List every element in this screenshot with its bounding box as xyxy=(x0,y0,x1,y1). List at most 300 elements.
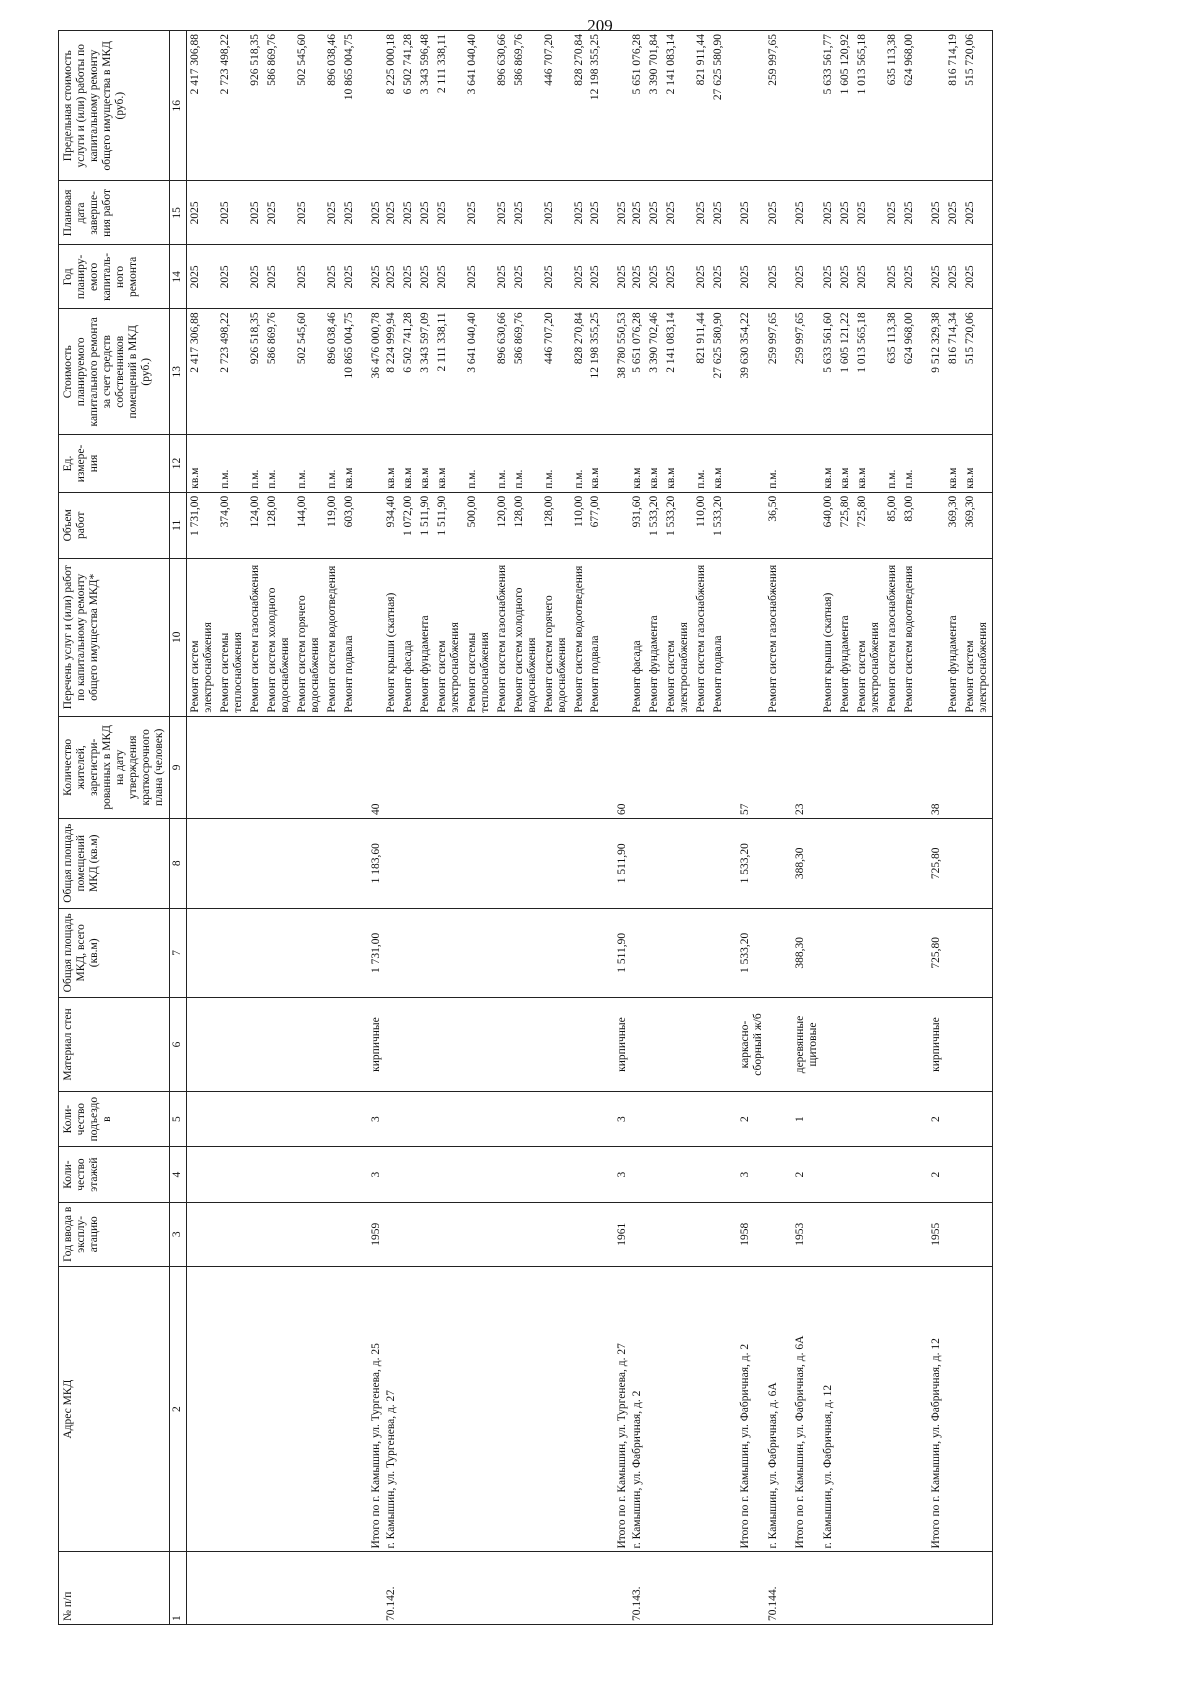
year-built-cell xyxy=(945,1202,962,1266)
wall-material-cell xyxy=(186,998,216,1092)
end-date-cell: 2025 xyxy=(511,181,541,245)
repair-year-cell: 2025 xyxy=(511,245,541,309)
year-built-cell xyxy=(294,1202,324,1266)
repair-year-cell: 2025 xyxy=(247,245,264,309)
col-number: 1 xyxy=(169,1552,186,1625)
table-row xyxy=(822,31,837,1625)
end-date-cell: 2025 xyxy=(604,181,631,245)
entrances-cell xyxy=(417,1091,434,1146)
residents-cell xyxy=(822,716,837,818)
residents-cell xyxy=(962,716,992,818)
wall-material-cell xyxy=(247,998,264,1092)
cost-cell: 259 997,65 xyxy=(767,309,782,435)
year-built-cell xyxy=(767,1202,782,1266)
total-area-cell: 1 731,00 xyxy=(358,908,385,998)
header-cost: Стоимость планируемого капитального ремонта за счет средств собственников помещений в МКД (руб.) xyxy=(59,309,170,435)
cost-cell: 2 141 083,14 xyxy=(663,309,693,435)
repair-year-cell: 2025 xyxy=(341,245,358,309)
col-number: 13 xyxy=(169,309,186,435)
unit-cell: кв.м xyxy=(854,435,884,493)
repair-year-cell: 2025 xyxy=(604,245,631,309)
cost-cell: 926 518,35 xyxy=(247,309,264,435)
rooms-area-cell xyxy=(631,818,646,908)
address-cell xyxy=(837,1266,854,1552)
unit-cell: п.м. xyxy=(541,435,571,493)
unit-cell: кв.м xyxy=(385,435,400,493)
rooms-area-cell xyxy=(962,818,992,908)
wall-material-cell xyxy=(217,998,247,1092)
unit-cell: п.м. xyxy=(217,435,247,493)
row-number-cell xyxy=(822,1552,837,1625)
rooms-area-cell xyxy=(186,818,216,908)
year-built-cell xyxy=(646,1202,663,1266)
residents-cell xyxy=(884,716,901,818)
unit-cell: кв.м xyxy=(710,435,727,493)
year-built-cell xyxy=(400,1202,417,1266)
repair-year-cell: 2025 xyxy=(294,245,324,309)
year-built-cell xyxy=(837,1202,854,1266)
cost-cell: 9 512 329,38 xyxy=(918,309,945,435)
table-row xyxy=(385,31,400,1625)
entrances-cell xyxy=(264,1091,294,1146)
address-cell xyxy=(710,1266,727,1552)
row-number-cell xyxy=(663,1552,693,1625)
header-year-built: Год ввода в эксплу-атацию xyxy=(59,1202,170,1266)
year-built-cell: 1958 xyxy=(727,1202,767,1266)
work-item-cell: Ремонт систем электроснабжения xyxy=(663,558,693,716)
end-date-cell: 2025 xyxy=(494,181,511,245)
residents-cell xyxy=(631,716,646,818)
unit-cell: кв.м xyxy=(341,435,358,493)
unit-cell: п.м. xyxy=(693,435,710,493)
floors-cell xyxy=(693,1147,710,1202)
cost-cell: 6 502 741,28 xyxy=(400,309,417,435)
end-date-cell: 2025 xyxy=(822,181,837,245)
work-item-cell: Ремонт фасада xyxy=(400,558,417,716)
residents-cell xyxy=(541,716,571,818)
entrances-cell xyxy=(247,1091,264,1146)
row-number-cell xyxy=(604,1552,631,1625)
end-date-cell: 2025 xyxy=(646,181,663,245)
col-number: 14 xyxy=(169,245,186,309)
row-number-cell xyxy=(884,1552,901,1625)
repair-year-cell: 2025 xyxy=(837,245,854,309)
col-number: 12 xyxy=(169,435,186,493)
address-cell xyxy=(945,1266,962,1552)
year-built-cell xyxy=(511,1202,541,1266)
volume-cell: 83,00 xyxy=(901,492,918,558)
table-row xyxy=(400,31,417,1625)
residents-cell xyxy=(417,716,434,818)
unit-cell xyxy=(918,435,945,493)
rooms-area-cell xyxy=(646,818,663,908)
repair-year-cell: 2025 xyxy=(854,245,884,309)
entrances-cell: 2 xyxy=(918,1091,945,1146)
volume-cell: 85,00 xyxy=(884,492,901,558)
repair-year-cell: 2025 xyxy=(663,245,693,309)
row-number-cell xyxy=(324,1552,341,1625)
address-cell xyxy=(587,1266,604,1552)
repair-year-cell: 2025 xyxy=(710,245,727,309)
unit-cell: кв.м xyxy=(837,435,854,493)
residents-cell xyxy=(341,716,358,818)
total-area-cell xyxy=(511,908,541,998)
page-number: 209 xyxy=(587,16,613,35)
row-number-cell xyxy=(587,1552,604,1625)
rooms-area-cell xyxy=(854,818,884,908)
col-number: 6 xyxy=(169,998,186,1092)
address-cell: Итого по г. Камышин, ул. Тургенева, д. 27 xyxy=(604,1266,631,1552)
cost-cell: 3 641 040,40 xyxy=(464,309,494,435)
year-built-cell: 1961 xyxy=(604,1202,631,1266)
cost-cell: 1 013 565,18 xyxy=(854,309,884,435)
residents-cell xyxy=(854,716,884,818)
address-cell: г. Камышин, ул. Тургенева, д. 27 xyxy=(385,1266,400,1552)
wall-material-cell xyxy=(901,998,918,1092)
cost-cell: 38 780 550,53 xyxy=(604,309,631,435)
floors-cell xyxy=(247,1147,264,1202)
header-total-area: Общая площадь МКД, всего (кв.м) xyxy=(59,908,170,998)
entrances-cell xyxy=(884,1091,901,1146)
entrances-cell xyxy=(962,1091,992,1146)
repair-year-cell: 2025 xyxy=(884,245,901,309)
entrances-cell xyxy=(217,1091,247,1146)
volume-cell: 1 511,90 xyxy=(434,492,464,558)
row-number-cell xyxy=(511,1552,541,1625)
year-built-cell: 1955 xyxy=(918,1202,945,1266)
floors-cell xyxy=(494,1147,511,1202)
year-built-cell xyxy=(854,1202,884,1266)
work-item-cell: Ремонт систем холодного водоснабжения xyxy=(264,558,294,716)
address-cell xyxy=(646,1266,663,1552)
year-built-cell xyxy=(434,1202,464,1266)
volume-cell: 500,00 xyxy=(464,492,494,558)
cost-cell: 5 633 561,60 xyxy=(822,309,837,435)
column-number-row xyxy=(169,31,186,1625)
limit-cost-cell: 502 545,60 xyxy=(294,31,324,181)
table-row xyxy=(464,31,494,1625)
work-item-cell: Ремонт крыши (скатная) xyxy=(822,558,837,716)
entrances-cell xyxy=(186,1091,216,1146)
limit-cost-cell: 3 390 701,84 xyxy=(646,31,663,181)
limit-cost-cell: 896 630,66 xyxy=(494,31,511,181)
repair-year-cell: 2025 xyxy=(434,245,464,309)
entrances-cell xyxy=(901,1091,918,1146)
entrances-cell: 3 xyxy=(358,1091,385,1146)
address-cell: г. Камышин, ул. Фабричная, д. 6А xyxy=(767,1266,782,1552)
rooms-area-cell xyxy=(837,818,854,908)
table-row xyxy=(663,31,693,1625)
row-number-cell xyxy=(918,1552,945,1625)
row-number-cell xyxy=(571,1552,588,1625)
cost-cell: 816 714,34 xyxy=(945,309,962,435)
wall-material-cell xyxy=(511,998,541,1092)
entrances-cell xyxy=(646,1091,663,1146)
work-item-cell: Ремонт подвала xyxy=(587,558,604,716)
row-number-cell xyxy=(962,1552,992,1625)
work-item-cell: Ремонт систем холодного водоснабжения xyxy=(511,558,541,716)
wall-material-cell: кирпичные xyxy=(358,998,385,1092)
total-area-cell xyxy=(341,908,358,998)
end-date-cell: 2025 xyxy=(186,181,216,245)
total-area-cell xyxy=(434,908,464,998)
end-date-cell: 2025 xyxy=(247,181,264,245)
residents-cell: 23 xyxy=(782,716,822,818)
address-cell xyxy=(854,1266,884,1552)
end-date-cell: 2025 xyxy=(417,181,434,245)
table-row xyxy=(511,31,541,1625)
address-cell xyxy=(571,1266,588,1552)
entrances-cell xyxy=(434,1091,464,1146)
unit-cell: п.м. xyxy=(264,435,294,493)
table-row xyxy=(962,31,992,1625)
limit-cost-cell: 27 625 580,90 xyxy=(710,31,727,181)
address-cell xyxy=(294,1266,324,1552)
address-cell: г. Камышин, ул. Фабричная, д. 12 xyxy=(822,1266,837,1552)
residents-cell xyxy=(494,716,511,818)
wall-material-cell xyxy=(945,998,962,1092)
cost-cell: 3 390 702,46 xyxy=(646,309,663,435)
total-area-cell xyxy=(837,908,854,998)
wall-material-cell xyxy=(385,998,400,1092)
cost-cell: 515 720,06 xyxy=(962,309,992,435)
cost-cell: 2 111 338,11 xyxy=(434,309,464,435)
header-works-list: Перечень услуг и (или) работ по капитальному ремонту общего имущества МКД* xyxy=(59,558,170,716)
address-cell xyxy=(464,1266,494,1552)
repair-year-cell: 2025 xyxy=(358,245,385,309)
end-date-cell: 2025 xyxy=(945,181,962,245)
total-area-cell xyxy=(417,908,434,998)
floors-cell xyxy=(571,1147,588,1202)
limit-cost-cell: 586 869,76 xyxy=(511,31,541,181)
unit-cell xyxy=(358,435,385,493)
end-date-cell: 2025 xyxy=(341,181,358,245)
end-date-cell: 2025 xyxy=(294,181,324,245)
row-number-cell xyxy=(541,1552,571,1625)
row-number-cell xyxy=(945,1552,962,1625)
volume-cell: 677,00 xyxy=(587,492,604,558)
work-item-cell: Ремонт фундамента xyxy=(417,558,434,716)
row-number-cell xyxy=(901,1552,918,1625)
row-number-cell xyxy=(417,1552,434,1625)
unit-cell: кв.м xyxy=(587,435,604,493)
unit-cell: кв.м xyxy=(962,435,992,493)
unit-cell: п.м. xyxy=(511,435,541,493)
rooms-area-cell xyxy=(494,818,511,908)
residents-cell: 38 xyxy=(918,716,945,818)
wall-material-cell xyxy=(464,998,494,1092)
floors-cell: 3 xyxy=(358,1147,385,1202)
volume-cell xyxy=(604,492,631,558)
volume-cell: 120,00 xyxy=(494,492,511,558)
rooms-area-cell xyxy=(400,818,417,908)
row-number-cell xyxy=(294,1552,324,1625)
wall-material-cell xyxy=(587,998,604,1092)
work-item-cell: Ремонт фундамента xyxy=(837,558,854,716)
unit-cell: п.м. xyxy=(884,435,901,493)
col-number: 4 xyxy=(169,1147,186,1202)
floors-cell xyxy=(434,1147,464,1202)
floors-cell xyxy=(511,1147,541,1202)
wall-material-cell xyxy=(837,998,854,1092)
limit-cost-cell: 5 651 076,28 xyxy=(631,31,646,181)
cost-cell: 3 343 597,09 xyxy=(417,309,434,435)
rooms-area-cell: 725,80 xyxy=(918,818,945,908)
limit-cost-cell: 821 911,44 xyxy=(693,31,710,181)
floors-cell xyxy=(400,1147,417,1202)
wall-material-cell xyxy=(324,998,341,1092)
limit-cost-cell: 624 968,00 xyxy=(901,31,918,181)
row-number-cell xyxy=(400,1552,417,1625)
address-cell: Итого по г. Камышин, ул. Фабричная, д. 2 xyxy=(727,1266,767,1552)
unit-cell: п.м. xyxy=(494,435,511,493)
rooms-area-cell xyxy=(511,818,541,908)
total-area-cell xyxy=(294,908,324,998)
header-rooms-area: Общая площадь помещений МКД (кв.м) xyxy=(59,818,170,908)
wall-material-cell xyxy=(434,998,464,1092)
rooms-area-cell xyxy=(710,818,727,908)
wall-material-cell: каркасно-сборный ж/б xyxy=(727,998,767,1092)
repair-year-cell: 2025 xyxy=(385,245,400,309)
repair-year-cell: 2025 xyxy=(400,245,417,309)
residents-cell xyxy=(385,716,400,818)
table-row xyxy=(854,31,884,1625)
rooms-area-cell xyxy=(945,818,962,908)
address-cell xyxy=(417,1266,434,1552)
volume-cell: 128,00 xyxy=(264,492,294,558)
floors-cell xyxy=(341,1147,358,1202)
floors-cell xyxy=(464,1147,494,1202)
table-row xyxy=(247,31,264,1625)
total-area-cell xyxy=(901,908,918,998)
volume-cell: 603,00 xyxy=(341,492,358,558)
unit-cell: п.м. xyxy=(247,435,264,493)
total-area-cell xyxy=(646,908,663,998)
rooms-area-cell: 1 183,60 xyxy=(358,818,385,908)
work-item-cell: Ремонт систем водоотведения xyxy=(901,558,918,716)
header-row xyxy=(59,31,170,1625)
limit-cost-cell: 12 198 355,25 xyxy=(587,31,604,181)
work-item-cell: Ремонт систем электроснабжения xyxy=(434,558,464,716)
entrances-cell xyxy=(341,1091,358,1146)
floors-cell xyxy=(884,1147,901,1202)
repair-year-cell: 2025 xyxy=(693,245,710,309)
row-number-cell xyxy=(186,1552,216,1625)
rooms-area-cell xyxy=(217,818,247,908)
volume-cell: 110,00 xyxy=(693,492,710,558)
cost-cell: 586 869,76 xyxy=(264,309,294,435)
address-cell xyxy=(186,1266,216,1552)
table-row xyxy=(571,31,588,1625)
cost-cell: 36 476 000,78 xyxy=(358,309,385,435)
col-number: 15 xyxy=(169,181,186,245)
cost-cell: 10 865 004,75 xyxy=(341,309,358,435)
header-floors: Коли-чество этажей xyxy=(59,1147,170,1202)
floors-cell xyxy=(417,1147,434,1202)
repair-year-cell: 2025 xyxy=(217,245,247,309)
rotated-table-container xyxy=(58,30,1141,1625)
row-number-cell xyxy=(264,1552,294,1625)
residents-cell xyxy=(324,716,341,818)
end-date-cell: 2025 xyxy=(587,181,604,245)
rooms-area-cell xyxy=(693,818,710,908)
entrances-cell xyxy=(854,1091,884,1146)
rooms-area-cell xyxy=(541,818,571,908)
limit-cost-cell: 1 605 120,92 xyxy=(837,31,854,181)
unit-cell: кв.м xyxy=(945,435,962,493)
address-cell xyxy=(541,1266,571,1552)
floors-cell xyxy=(822,1147,837,1202)
total-area-cell xyxy=(767,908,782,998)
total-area-cell: 1 533,20 xyxy=(727,908,767,998)
rooms-area-cell: 1 511,90 xyxy=(604,818,631,908)
address-cell xyxy=(511,1266,541,1552)
table-row xyxy=(417,31,434,1625)
row-number-cell xyxy=(358,1552,385,1625)
row-number-cell xyxy=(727,1552,767,1625)
limit-cost-cell: 896 038,46 xyxy=(324,31,341,181)
cost-cell: 2 417 306,88 xyxy=(186,309,216,435)
row-number-cell xyxy=(464,1552,494,1625)
residents-cell xyxy=(837,716,854,818)
limit-cost-cell xyxy=(727,31,767,181)
floors-cell xyxy=(837,1147,854,1202)
repair-year-cell: 2025 xyxy=(767,245,782,309)
end-date-cell: 2025 xyxy=(901,181,918,245)
limit-cost-cell: 515 720,06 xyxy=(962,31,992,181)
unit-cell: кв.м xyxy=(434,435,464,493)
col-number: 5 xyxy=(169,1091,186,1146)
end-date-cell: 2025 xyxy=(541,181,571,245)
unit-cell xyxy=(782,435,822,493)
year-built-cell xyxy=(587,1202,604,1266)
address-cell xyxy=(247,1266,264,1552)
header-entrances: Коли-чество подъездо в xyxy=(59,1091,170,1146)
entrances-cell xyxy=(294,1091,324,1146)
cost-cell: 1 605 121,22 xyxy=(837,309,854,435)
limit-cost-cell: 446 707,20 xyxy=(541,31,571,181)
end-date-cell: 2025 xyxy=(854,181,884,245)
repair-year-cell: 2025 xyxy=(727,245,767,309)
unit-cell: п.м. xyxy=(571,435,588,493)
floors-cell xyxy=(294,1147,324,1202)
address-cell xyxy=(264,1266,294,1552)
repair-year-cell: 2025 xyxy=(264,245,294,309)
total-area-cell xyxy=(962,908,992,998)
wall-material-cell xyxy=(571,998,588,1092)
row-number-cell: 70.143. xyxy=(631,1552,646,1625)
floors-cell xyxy=(324,1147,341,1202)
year-built-cell xyxy=(247,1202,264,1266)
volume-cell: 36,50 xyxy=(767,492,782,558)
entrances-cell xyxy=(541,1091,571,1146)
year-built-cell xyxy=(217,1202,247,1266)
table-row xyxy=(901,31,918,1625)
cost-cell: 635 113,38 xyxy=(884,309,901,435)
end-date-cell: 2025 xyxy=(571,181,588,245)
row-number-cell: 70.144. xyxy=(767,1552,782,1625)
end-date-cell: 2025 xyxy=(767,181,782,245)
header-wall-material: Материал стен xyxy=(59,998,170,1092)
table-row xyxy=(324,31,341,1625)
rooms-area-cell xyxy=(247,818,264,908)
entrances-cell xyxy=(571,1091,588,1146)
repair-year-cell: 2025 xyxy=(541,245,571,309)
unit-cell: кв.м xyxy=(646,435,663,493)
work-item-cell xyxy=(918,558,945,716)
total-area-cell xyxy=(631,908,646,998)
unit-cell: кв.м xyxy=(822,435,837,493)
